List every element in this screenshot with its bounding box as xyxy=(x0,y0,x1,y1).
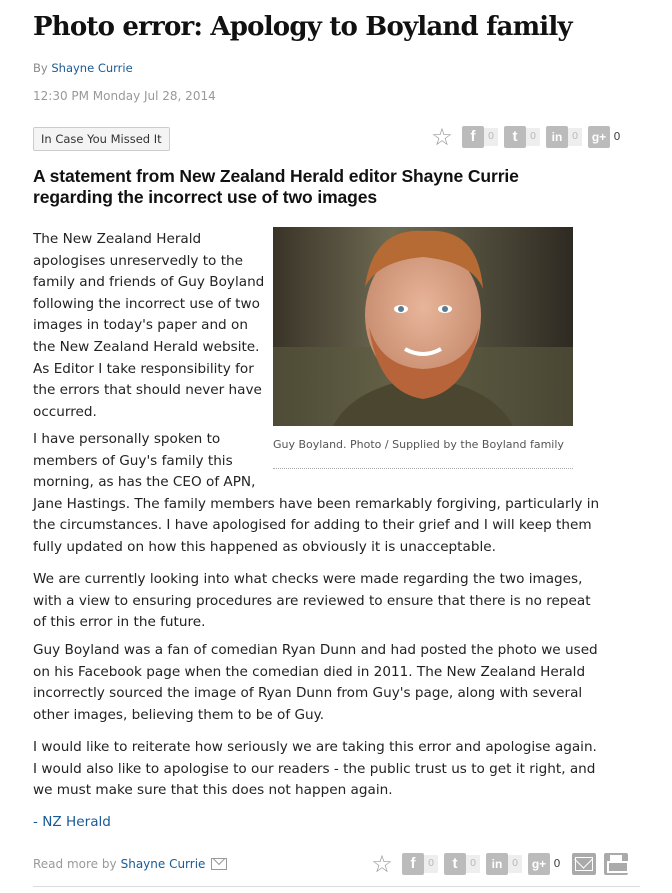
paragraph-2: I have personally spoken to members of Guy's family this morning, as has the CEO of APN, Jane Hastings. The family members have been remarkably forgiving, particularly in the circumstances. I have apologised for adding to their grief and I will keep them fully updated on how this happened as obviously it is unacceptable. xyxy=(33,431,600,555)
facebook-icon: f xyxy=(402,853,424,875)
googleplus-icon: g+ xyxy=(588,126,610,148)
linkedin-icon: in xyxy=(546,126,568,148)
photo-caption: Guy Boyland. Photo / Supplied by the Boyland family xyxy=(273,438,573,469)
linkedin-share-button-bottom[interactable] xyxy=(486,853,522,875)
email-author-icon[interactable] xyxy=(211,858,227,870)
linkedin-count: 0 xyxy=(568,128,582,146)
star-icon[interactable]: ☆ xyxy=(431,123,453,151)
twitter-count: 0 xyxy=(466,855,480,873)
star-icon-bottom[interactable]: ☆ xyxy=(371,850,393,878)
print-icon[interactable] xyxy=(604,853,628,875)
twitter-icon: t xyxy=(504,126,526,148)
paragraph-1: The New Zealand Herald apologises unreservedly to the family and friends of Guy Boyland following the incorrect use of two images in today's paper and on the New Zealand Herald website. As Editor I take responsibility for the errors that should never have occurred. xyxy=(33,231,265,420)
twitter-share-button-bottom[interactable] xyxy=(444,853,480,875)
portrait-image xyxy=(273,227,573,426)
footer-divider xyxy=(33,886,640,887)
publish-date: 12:30 PM Monday Jul 28, 2014 xyxy=(33,89,216,103)
twitter-share-button[interactable] xyxy=(504,126,540,148)
googleplus-share-button-bottom[interactable] xyxy=(528,853,564,875)
paragraph-5: I would like to reiterate how seriously we are taking this error and apologise again. I would also like to apologise to our readers - the public trust us to get it right, and we must make sure that this does not happen again. xyxy=(33,739,597,799)
share-bar-top xyxy=(428,124,624,150)
read-more xyxy=(33,857,227,871)
read-more-author-link[interactable]: Shayne Currie xyxy=(120,857,206,871)
googleplus-count: 0 xyxy=(610,128,624,146)
byline-prefix: By xyxy=(33,61,48,75)
googleplus-share-button[interactable] xyxy=(588,126,624,148)
article-subheading: A statement from New Zealand Herald editor Shayne Currie regarding the incorrect use of two images xyxy=(33,166,519,207)
twitter-icon: t xyxy=(444,853,466,875)
section-tag-button[interactable]: In Case You Missed It xyxy=(33,127,170,151)
facebook-share-button-bottom[interactable] xyxy=(402,853,438,875)
facebook-share-button[interactable] xyxy=(462,126,498,148)
googleplus-icon: g+ xyxy=(528,853,550,875)
read-more-prefix: Read more by xyxy=(33,857,117,871)
byline xyxy=(33,61,133,75)
linkedin-count: 0 xyxy=(508,855,522,873)
linkedin-share-button[interactable] xyxy=(546,126,582,148)
article-photo[interactable] xyxy=(273,227,573,426)
source-credit-link[interactable]: - NZ Herald xyxy=(33,814,111,830)
email-share-icon[interactable] xyxy=(572,853,596,875)
facebook-count: 0 xyxy=(424,855,438,873)
facebook-count: 0 xyxy=(484,128,498,146)
twitter-count: 0 xyxy=(526,128,540,146)
paragraph-4: Guy Boyland was a fan of comedian Ryan Dunn and had posted the photo we used on his Facebook page when the comedian died in 2011. The New Zealand Herald incorrectly sourced the image of Ryan Dunn from Guy's page, along with several other images, believing them to be of Guy. xyxy=(33,642,598,723)
facebook-icon: f xyxy=(462,126,484,148)
share-bar-bottom xyxy=(368,851,628,877)
paragraph-3: We are currently looking into what checks were made regarding the two images, with a view to ensuring procedures are reviewed to ensure that there is no repeat of this error in the future. xyxy=(33,571,591,631)
author-link[interactable]: Shayne Currie xyxy=(51,61,133,75)
linkedin-icon: in xyxy=(486,853,508,875)
article-title: Photo error: Apology to Boyland family xyxy=(33,12,572,42)
googleplus-count: 0 xyxy=(550,855,564,873)
